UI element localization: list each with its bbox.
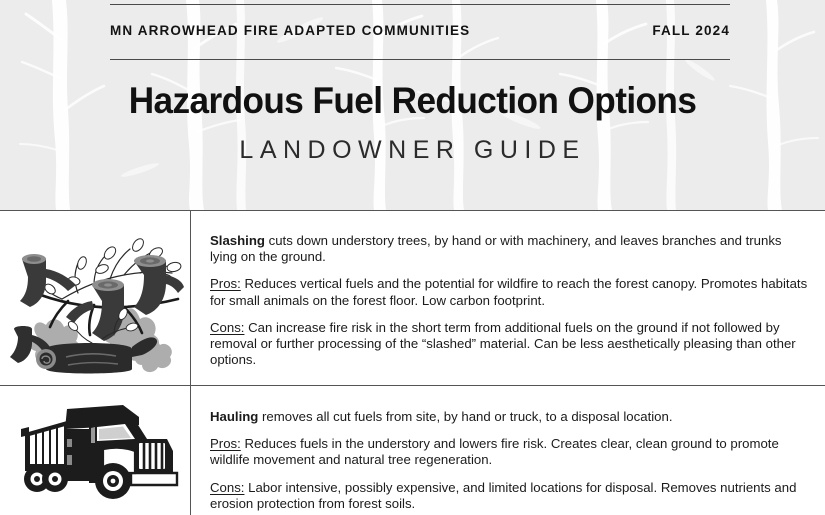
section-slashing xyxy=(0,211,825,385)
slashing-definition xyxy=(210,233,810,265)
page-title: Hazardous Fuel Reduction Options xyxy=(128,80,697,121)
organization-name: MN ARROWHEAD FIRE ADAPTED COMMUNITIES xyxy=(110,23,471,38)
hauling-term: Hauling xyxy=(210,409,259,424)
section-hauling xyxy=(0,386,825,515)
header-inner xyxy=(0,0,825,210)
slashing-term: Slashing xyxy=(210,233,265,248)
tree-stumps-slash-branches-icon xyxy=(6,217,184,379)
hauling-definition xyxy=(210,409,810,425)
slashing-cons xyxy=(210,320,810,369)
hauling-cons-label: Cons: xyxy=(210,479,245,495)
slashing-illustration-cell xyxy=(0,211,190,385)
hauling-pros-label: Pros: xyxy=(210,436,241,452)
hauling-definition-text: removes all cut fuels from site, by hand or truck, to a disposal location. xyxy=(258,409,673,424)
header-kicker-row xyxy=(110,23,730,38)
slashing-text-column xyxy=(210,233,810,368)
hauling-cons-text: Labor intensive, possibly expensive, and limited locations for disposal. Removes nutrients and erosion protection from forest soils. xyxy=(210,479,797,511)
header-rule-bottom xyxy=(110,59,730,60)
hauling-pros-text: Reduces fuels in the understory and lowers fire risk. Creates clear, clean ground to promote wildlife movement and natural tree regeneration. xyxy=(210,436,779,468)
slashing-definition-text: cuts down understory trees, by hand or with machinery, and leaves branches and trunks lying on the ground. xyxy=(210,233,782,265)
content-area xyxy=(0,210,825,515)
page-header xyxy=(0,0,825,210)
hauling-illustration-cell xyxy=(0,386,190,515)
dump-truck-icon xyxy=(7,395,183,507)
slashing-cons-label: Cons: xyxy=(210,319,245,335)
slashing-pros-text: Reduces vertical fuels and the potential for wildfire to reach the forest canopy. Promotes habitats for small animals on the forest floor. Low carbon footprint. xyxy=(210,276,808,308)
issue-date: FALL 2024 xyxy=(652,23,730,38)
hauling-text-column xyxy=(210,409,810,512)
hauling-pros xyxy=(210,436,810,468)
slashing-pros-label: Pros: xyxy=(210,276,241,292)
slashing-cons-text: Can increase fire risk in the short term from additional fuels on the ground if not followed by removal or further processing of the “slashed” material. Can be less aesthetically pleasing than other options. xyxy=(210,319,796,368)
hauling-cons xyxy=(210,480,810,512)
page-subtitle: LANDOWNER GUIDE xyxy=(239,136,586,164)
header-rule-top xyxy=(110,4,730,5)
slashing-pros xyxy=(210,276,810,308)
